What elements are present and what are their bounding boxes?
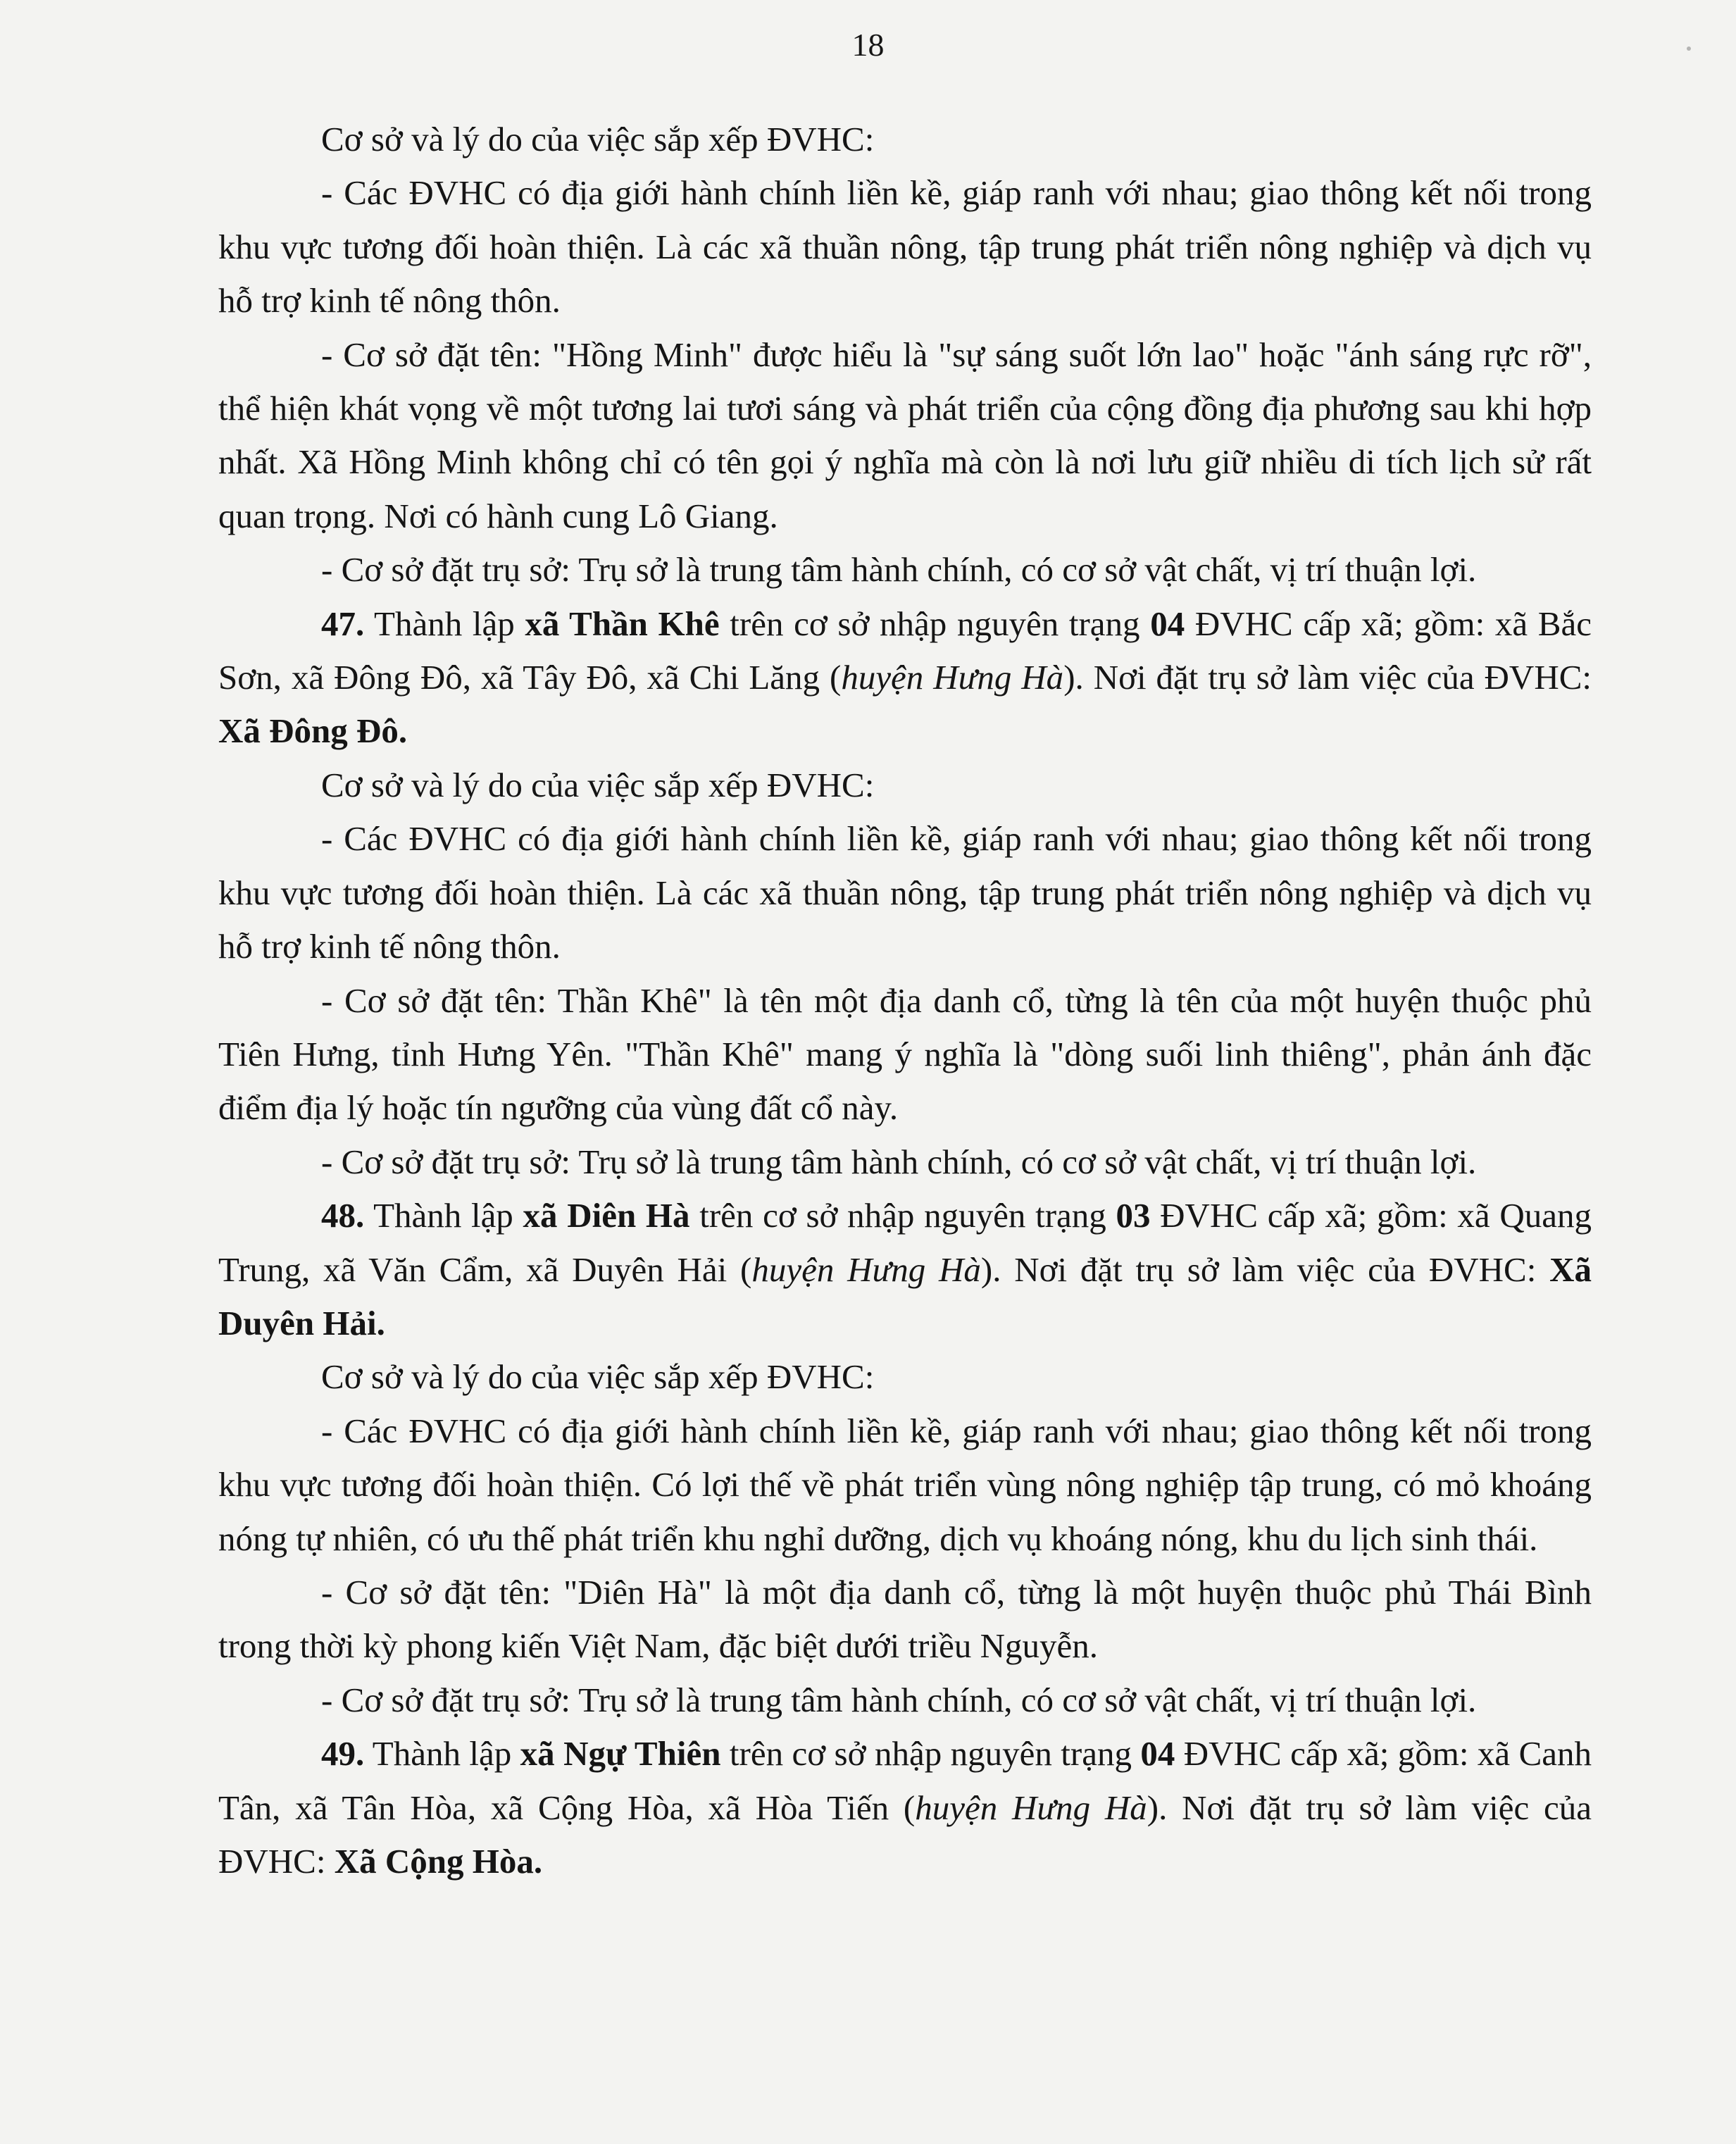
item-text: ĐVHC cấp xã; gồm: xã Canh Tân, xã Tân Hòa, xã Cộng Hòa, xã Hòa Tiến ( bbox=[218, 1734, 1592, 1827]
item-paragraph bbox=[218, 1727, 1592, 1888]
paragraph: Cơ sở và lý do của việc sắp xếp ĐVHC: bbox=[321, 120, 875, 158]
item-text: ). Nơi đặt trụ sở làm việc của ĐVHC: bbox=[1063, 658, 1592, 697]
item-text: ĐVHC cấp xã; gồm: xã Quang Trung, xã Văn Cẩm, xã Duyên Hải ( bbox=[218, 1196, 1592, 1289]
item-text: trên cơ sở nhập nguyên trạng bbox=[689, 1196, 1116, 1235]
item-number: 47. bbox=[321, 604, 365, 643]
commune-name: xã Ngự Thiên bbox=[520, 1734, 721, 1774]
paragraph: - Cơ sở đặt trụ sở: Trụ sở là trung tâm hành chính, có cơ sở vật chất, vị trí thuận lợi. bbox=[321, 550, 1477, 590]
item-text: Thành lập bbox=[364, 604, 525, 643]
item-text: ĐVHC cấp xã; gồm: xã Bắc Sơn, xã Đông Đô, xã Tây Đô, xã Chi Lăng ( bbox=[218, 604, 1592, 697]
unit-count: 04 bbox=[1150, 604, 1185, 643]
seat-name: Xã Đông Đô. bbox=[218, 711, 408, 751]
item-number: 48. bbox=[321, 1196, 365, 1235]
commune-name: xã Thần Khê bbox=[525, 604, 720, 643]
item-paragraph bbox=[218, 597, 1592, 759]
page-number: 18 bbox=[851, 27, 885, 63]
item-text: Thành lập bbox=[364, 1734, 520, 1774]
paragraph: - Cơ sở đặt trụ sở: Trụ sở là trung tâm hành chính, có cơ sở vật chất, vị trí thuận lợi. bbox=[321, 1142, 1477, 1181]
paragraph: - Các ĐVHC có địa giới hành chính liền kề, giáp ranh với nhau; giao thông kết nối trong khu vực tương đối hoàn thiện. Là các xã thuần nông, tập trung phát triển nông nghiệp và dịch vụ hỗ trợ kinh tế nông thôn. bbox=[218, 819, 1592, 966]
district-name: huyện Hưng Hà bbox=[751, 1249, 981, 1289]
paragraph: - Các ĐVHC có địa giới hành chính liền kề, giáp ranh với nhau; giao thông kết nối trong khu vực tương đối hoàn thiện. Có lợi thế về phát triển vùng nông nghiệp tập trung, có mỏ khoáng nóng tự nhiên, có ưu thế phát triển khu nghỉ dưỡng, dịch vụ khoáng nóng, khu du lịch sinh thái. bbox=[218, 1411, 1592, 1558]
item-paragraph bbox=[218, 1189, 1592, 1350]
paragraph: - Cơ sở đặt tên: Thần Khê" là tên một địa danh cổ, từng là tên của một huyện thuộc phủ Tiên Hưng, tỉnh Hưng Yên. "Thần Khê" mang ý nghĩa là "dòng suối linh thiêng", phản ánh đặc điểm địa lý hoặc tín ngưỡng của vùng đất cổ này. bbox=[218, 980, 1592, 1128]
paragraph: - Các ĐVHC có địa giới hành chính liền kề, giáp ranh với nhau; giao thông kết nối trong khu vực tương đối hoàn thiện. Là các xã thuần nông, tập trung phát triển nông nghiệp và dịch vụ hỗ trợ kinh tế nông thôn. bbox=[218, 173, 1592, 320]
item-text: trên cơ sở nhập nguyên trạng bbox=[719, 604, 1151, 643]
paragraph: Cơ sở và lý do của việc sắp xếp ĐVHC: bbox=[321, 1357, 875, 1397]
item-text: Thành lập bbox=[364, 1196, 523, 1235]
commune-name: xã Diên Hà bbox=[523, 1196, 690, 1235]
seat-name: Xã Cộng Hòa. bbox=[334, 1842, 543, 1881]
item-text: trên cơ sở nhập nguyên trạng bbox=[720, 1734, 1141, 1774]
district-name: huyện Hưng Hà bbox=[841, 658, 1064, 697]
paragraph: Cơ sở và lý do của việc sắp xếp ĐVHC: bbox=[321, 765, 875, 804]
item-text: ). Nơi đặt trụ sở làm việc của ĐVHC: bbox=[218, 1788, 1592, 1881]
unit-count: 03 bbox=[1116, 1196, 1151, 1235]
document-body bbox=[218, 113, 1592, 1888]
district-name: huyện Hưng Hà bbox=[915, 1788, 1147, 1827]
item-number: 49. bbox=[321, 1734, 365, 1774]
unit-count: 04 bbox=[1140, 1734, 1175, 1774]
paragraph: - Cơ sở đặt trụ sở: Trụ sở là trung tâm hành chính, có cơ sở vật chất, vị trí thuận lợi. bbox=[321, 1680, 1477, 1719]
item-text: ). Nơi đặt trụ sở làm việc của ĐVHC: bbox=[980, 1249, 1550, 1289]
paragraph: - Cơ sở đặt tên: "Diên Hà" là một địa danh cổ, từng là một huyện thuộc phủ Thái Bình trong thời kỳ phong kiến Việt Nam, đặc biệt dưới triều Nguyễn. bbox=[218, 1572, 1592, 1666]
scan-speck bbox=[1687, 46, 1691, 51]
seat-name: Xã Duyên Hải. bbox=[218, 1249, 1592, 1342]
paragraph: - Cơ sở đặt tên: "Hồng Minh" được hiểu là "sự sáng suốt lớn lao" hoặc "ánh sáng rực rỡ", thể hiện khát vọng về một tương lai tươi sáng và phát triển của cộng đồng địa phương sau khi hợp nhất. Xã Hồng Minh không chỉ có tên gọi ý nghĩa mà còn là nơi lưu giữ nhiều di tích lịch sử rất quan trọng. Nơi có hành cung Lô Giang. bbox=[218, 335, 1592, 535]
